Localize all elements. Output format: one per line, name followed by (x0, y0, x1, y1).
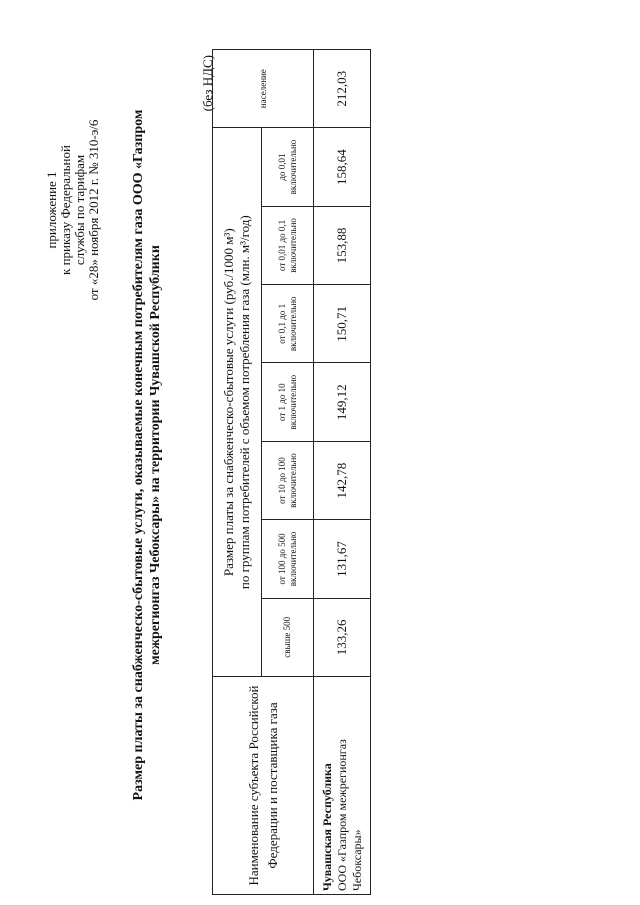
column-header-0-1-1: от 0,1 до 1 включительно (262, 285, 314, 363)
tariff-table (212, 49, 371, 895)
column-header-over-500: свыше 500 (262, 598, 314, 676)
value-10-100: 142,78 (314, 441, 371, 519)
value-1-10: 149,12 (314, 363, 371, 441)
vat-note: (без НДС) (200, 55, 215, 112)
column-header-up-to-0-01: до 0,01 включительно (262, 128, 314, 206)
appendix-line-2: к приказу Федеральной (58, 145, 73, 275)
fee-group-header-line-1: Размер платы за снабженческо-сбытовые услуги (руб./1000 м³) (221, 228, 236, 577)
value-0-01-0-1: 153,88 (314, 206, 371, 284)
appendix-line-4: от «28» ноября 2012 г. № 310-э/6 (86, 119, 101, 301)
supplier-name: ООО «Газпром межрегионгаз Чебоксары» (334, 739, 364, 891)
appendix-line-1: приложение 1 (44, 171, 59, 249)
column-header-population: население (213, 50, 314, 128)
document-title (130, 25, 164, 885)
header-row-group (213, 50, 262, 895)
row-subject-cell (314, 677, 371, 895)
fee-group-header (213, 128, 262, 677)
column-header-100-500: от 100 до 500 включительно (262, 520, 314, 598)
value-over-500: 133,26 (314, 598, 371, 676)
fee-group-header-line-2: по группам потребителей с объемом потребления газа (млн. м³/год) (237, 215, 252, 590)
appendix-header (45, 80, 101, 340)
value-0-1-1: 150,71 (314, 285, 371, 363)
title-line-2: межрегионгаз Чебоксары» на территории Чувашской Республики (148, 245, 163, 665)
table-row (314, 50, 371, 895)
column-header-0-01-0-1: от 0,01 до 0,1 включительно (262, 206, 314, 284)
value-up-to-0-01: 158,64 (314, 128, 371, 206)
appendix-line-3: службы по тарифам (72, 154, 87, 266)
value-population: 212,03 (314, 50, 371, 128)
name-column-header: Наименование субъекта Российской Федерации и поставщика газа (213, 677, 314, 895)
column-header-10-100: от 10 до 100 включительно (262, 441, 314, 519)
column-header-1-10: от 1 до 10 включительно (262, 363, 314, 441)
title-line-1: Размер платы за снабженческо-сбытовые услуги, оказываемые конечным потребителям газа ООО «Газпром (131, 109, 146, 801)
region-name: Чувашская Республика (319, 763, 334, 891)
value-100-500: 131,67 (314, 520, 371, 598)
